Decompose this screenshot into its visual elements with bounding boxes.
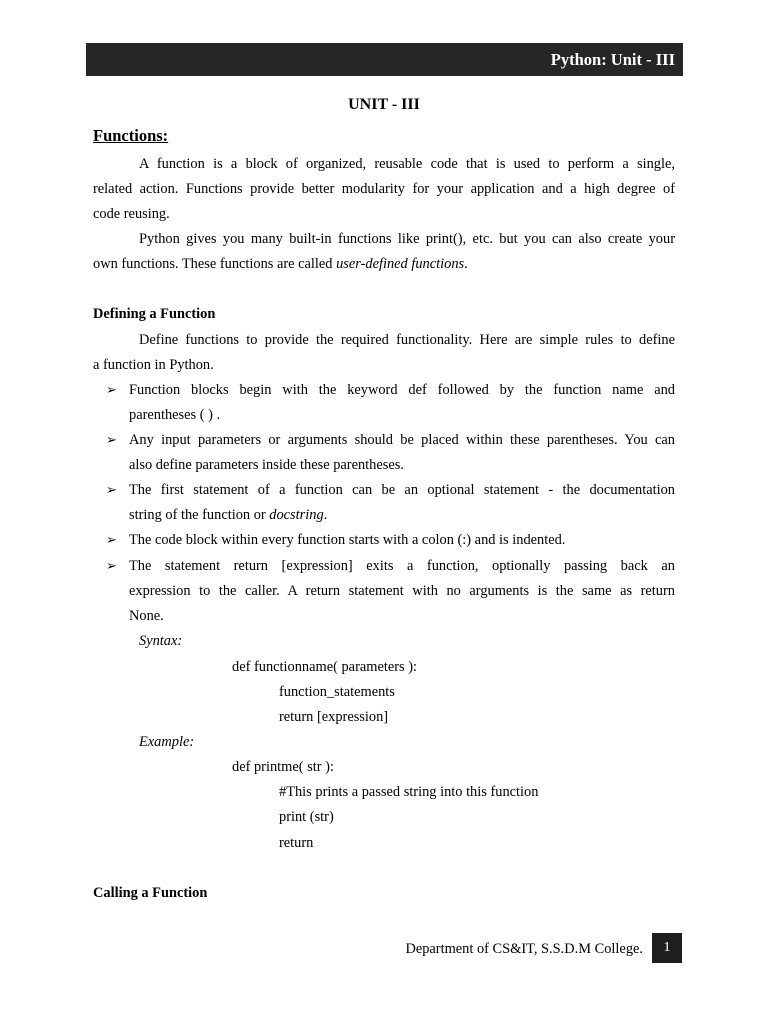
bullet2-line2: also define parameters inside these parentheses. (129, 457, 404, 473)
defining-heading: Defining a Function (93, 306, 216, 322)
unit-title: UNIT - III (348, 96, 420, 113)
defining-intro-line1: Define functions to provide the required functionality. Here are simple rules to define (139, 332, 675, 348)
functions-para1-line2: related action. Functions provide better modularity for your application and a high degree of (93, 181, 675, 197)
bullet3-line2 (129, 506, 675, 524)
syntax-code-line1: def functionname( parameters ): (232, 659, 417, 675)
bullet1-line1: Function blocks begin with the keyword def followed by the function name and (129, 382, 675, 398)
example-code-line4: return (279, 835, 314, 851)
example-code-line2: #This prints a passed string into this function (279, 784, 539, 800)
example-code-line1: def printme( str ): (232, 759, 334, 775)
page-number: 1 (663, 940, 671, 955)
header-title: Python: Unit - III (550, 49, 675, 69)
functions-para1-line1: A function is a block of organized, reusable code that is used to perform a single, (139, 156, 675, 172)
page-number-box (652, 933, 682, 963)
bullet1-line2: parentheses ( ) . (129, 407, 221, 423)
functions-heading: Functions: (93, 126, 169, 145)
bullet5-line1: The statement return [expression] exits a function, optionally passing back an (129, 558, 675, 574)
functions-para1-line3: code reusing. (93, 206, 170, 222)
para2-period: . (464, 256, 468, 272)
bullet4-line1: The code block within every function starts with a colon (:) and is indented. (129, 532, 566, 548)
calling-heading: Calling a Function (93, 885, 208, 901)
syntax-code-line3: return [expression] (279, 709, 389, 725)
page-header-bar (86, 43, 683, 76)
bullet5-line3: None. (129, 608, 164, 624)
bullet5-line2: expression to the caller. A return statement with no arguments is the same as return (129, 583, 675, 599)
arrow-bullet-icon: ➢ (106, 532, 117, 547)
defining-intro-line2: a function in Python. (93, 357, 214, 373)
arrow-bullet-icon: ➢ (106, 382, 117, 397)
example-label: Example: (139, 734, 195, 750)
functions-para2-line1: Python gives you many built-in functions like print(), etc. but you can also create your (139, 231, 675, 247)
arrow-bullet-icon: ➢ (106, 432, 117, 447)
arrow-bullet-icon: ➢ (106, 482, 117, 497)
bullet3-line1: The first statement of a function can be an optional statement - the documentation (129, 482, 675, 498)
bullet3-period: . (323, 507, 328, 523)
syntax-label: Syntax: (139, 633, 183, 649)
example-code-line3: print (str) (279, 809, 334, 825)
footer-department: Department of CS&IT, S.S.D.M College. (405, 941, 643, 957)
arrow-bullet-icon: ➢ (106, 558, 117, 573)
syntax-code-line2: function_statements (279, 684, 395, 700)
user-defined-functions-term: user-defined functions (336, 256, 465, 272)
functions-para2-line2 (93, 255, 675, 273)
bullet3-text: string of the function or (129, 507, 270, 523)
docstring-term: docstring (269, 507, 324, 523)
bullet2-line1: Any input parameters or arguments should be placed within these parentheses. You can (129, 432, 675, 448)
para2-text: own functions. These functions are called (93, 256, 337, 272)
